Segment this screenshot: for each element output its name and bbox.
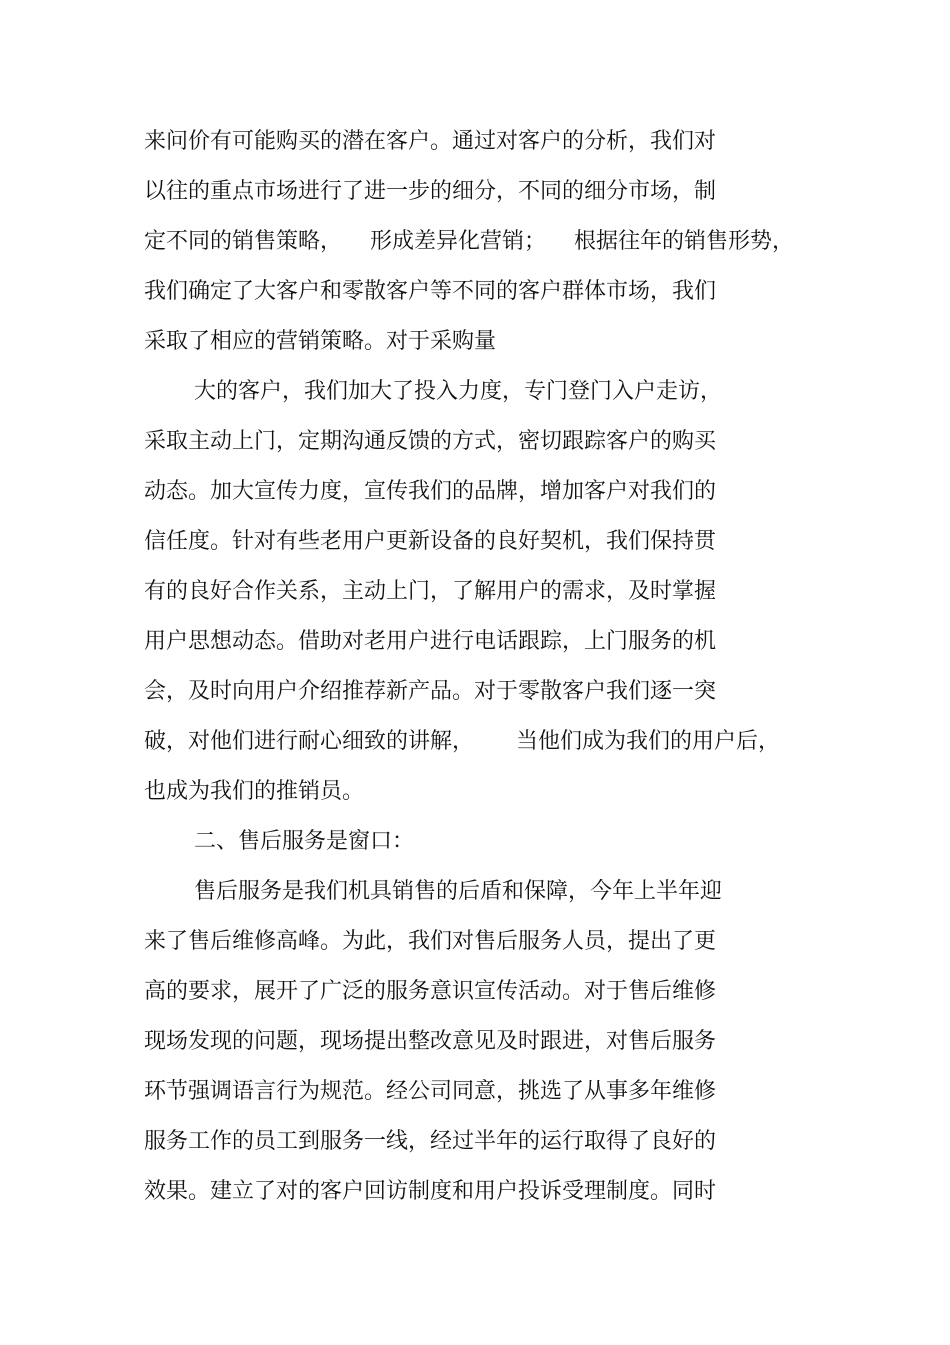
text-line: 有的良好合作关系，主动上门，了解用户的需求，及时掌握 — [144, 579, 717, 604]
text-line: 高的要求，展开了广泛的服务意识宣传活动。对于售后维修 — [144, 979, 717, 1004]
text-line: 用户思想动态。借助对老用户进行电话跟踪，上门服务的机 — [144, 629, 717, 654]
text-line: 定不同的销售策略， 形成差异化营销； 根据往年的销售形势， — [144, 229, 794, 254]
text-line: 环节强调语言行为规范。经公司同意，挑选了从事多年维修 — [144, 1079, 717, 1104]
text-line: 破，对他们进行耐心细致的讲解， 当他们成为我们的用户后， — [144, 729, 780, 754]
paragraph-first-line: 大的客户，我们加大了投入力度，专门登门入户走访， — [194, 379, 723, 404]
text-line: 会，及时向用户介绍推荐新产品。对于零散客户我们逐一突 — [144, 679, 717, 704]
text-line: 来了售后维修高峰。为此，我们对售后服务人员，提出了更 — [144, 929, 717, 954]
text-line: 也成为我们的推销员。 — [144, 779, 365, 804]
text-line: 以往的重点市场进行了进一步的细分，不同的细分市场，制 — [144, 179, 717, 204]
text-line: 信任度。针对有些老用户更新设备的良好契机，我们保持贯 — [144, 529, 717, 554]
text-line: 采取了相应的营销策略。对于采购量 — [144, 329, 497, 354]
text-line: 动态。加大宣传力度，宣传我们的品牌，增加客户对我们的 — [144, 479, 717, 504]
text-line: 现场发现的问题，现场提出整改意见及时跟进，对售后服务 — [144, 1029, 717, 1054]
paragraph-first-line: 售后服务是我们机具销售的后盾和保障，今年上半年迎 — [194, 879, 723, 904]
text-line: 采取主动上门，定期沟通反馈的方式，密切跟踪客户的购买 — [144, 429, 717, 454]
text-line: 我们确定了大客户和零散客户等不同的客户群体市场，我们 — [144, 279, 717, 304]
section-heading: 二、售后服务是窗口： — [194, 829, 415, 854]
text-line: 效果。建立了对的客户回访制度和用户投诉受理制度。同时 — [144, 1179, 717, 1204]
text-line: 来问价有可能购买的潜在客户。通过对客户的分析，我们对 — [144, 129, 717, 154]
text-line: 服务工作的员工到服务一线，经过半年的运行取得了良好的 — [144, 1129, 717, 1154]
